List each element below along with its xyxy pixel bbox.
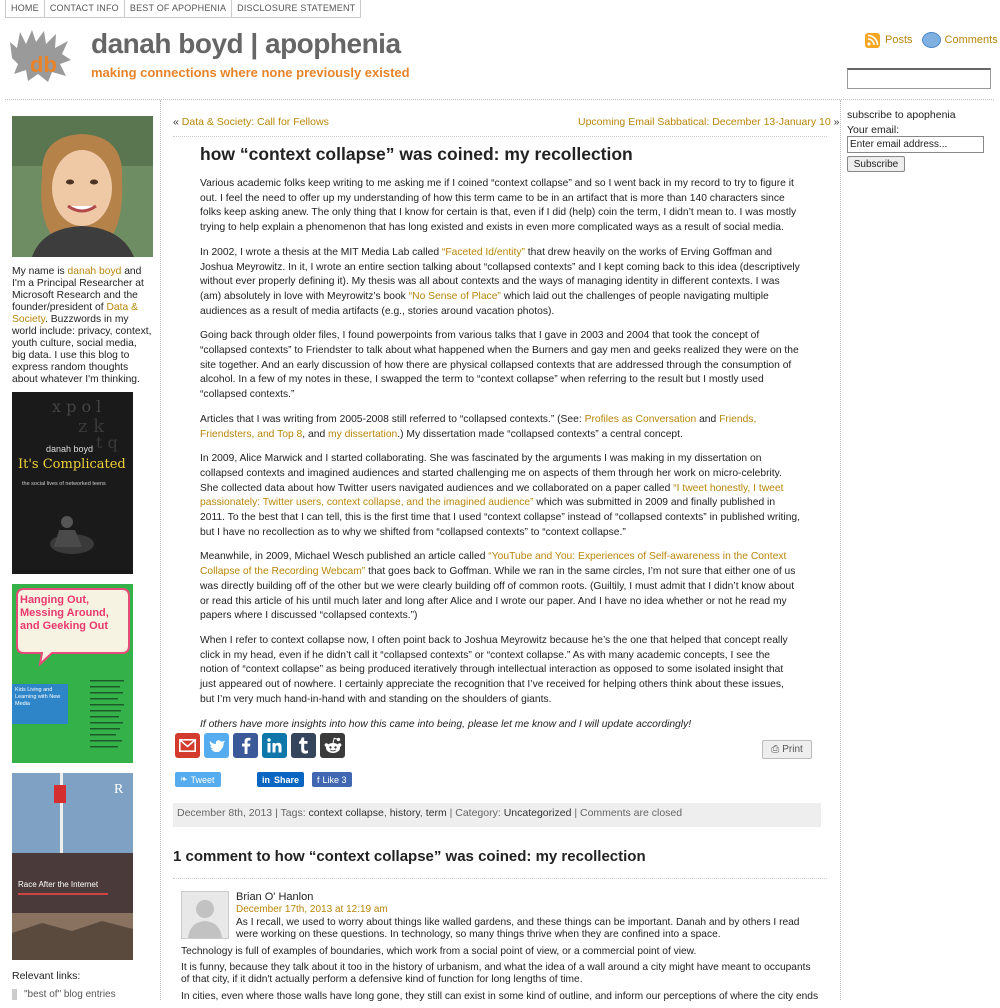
comment-bubble-icon xyxy=(922,32,941,48)
comment-author: Brian O' Hanlon xyxy=(236,891,314,903)
post-paragraph-7: When I refer to context collapse now, I often point back to Joshua Meyrowitz because he’s the one that helped that concept really click in my head, even if he didn’t call it “collapsed contexts” or “context collapse.” As with many academic concepts, I see the notion of “context collapse” as being produced iteratively through intellectual interaction as opposed to some isolated insight that just appeared out of nowhere. I certainly appreciate the recognition that I’ve received for helping others think about these issues, but I’m very much hand-in-hand with and standing on the shoulders of giants. xyxy=(200,634,788,705)
logo-text: db xyxy=(30,52,57,77)
reddit-share-icon[interactable] xyxy=(320,733,345,758)
post-paragraph-3: Going back through older files, I found powerpoints from various talks that I gave in 2003 and 2004 that took the concept of “collapsed contexts” to Friendster to talk about what happened when the Burners and gay men and geeks realized they were on the site together. And an early discussion of how there are physical collapsed contexts that are addressed through the consumption of alcohol. In a few of my notes in these, I swapped the term to “context collapse” when referring to the result but I mostly used “collapsed contexts.” xyxy=(200,330,799,401)
feed-links xyxy=(865,32,1000,48)
book2-subtitle: Kids Living and Learning with New Media xyxy=(15,687,61,707)
posts-feed-label: Posts xyxy=(885,34,913,46)
friends-friendsters-link[interactable]: Friends, Friendsters, and Top 8 xyxy=(200,413,757,440)
no-sense-of-place-link[interactable]: “No Sense of Place” xyxy=(408,290,501,302)
book1-title: It's Complicated xyxy=(18,457,126,472)
book-hanging-out[interactable] xyxy=(12,584,133,763)
nav-contact-info[interactable]: CONTACT INFO xyxy=(45,0,125,17)
nav-best-of-apophenia[interactable]: BEST OF APOPHENIA xyxy=(125,0,232,17)
next-post-title[interactable]: Upcoming Email Sabbatical: December 13-January 10 xyxy=(578,116,831,128)
print-label: Print xyxy=(782,744,803,755)
post-body xyxy=(200,177,800,742)
facebook-like-button[interactable] xyxy=(312,772,352,787)
rss-icon xyxy=(865,33,880,48)
twitter-share-icon[interactable] xyxy=(204,733,229,758)
site-title[interactable]: danah boyd | apophenia xyxy=(91,28,401,59)
comments-closed-note: | Comments are closed xyxy=(571,807,683,819)
email-label: Your email: xyxy=(847,124,900,136)
bio-name-link[interactable]: danah boyd xyxy=(67,266,122,277)
author-photo xyxy=(12,116,153,257)
post-title[interactable]: how “context collapse” was coined: my recollection xyxy=(200,144,633,164)
share-label: Share xyxy=(274,774,300,785)
prev-post-title[interactable]: Data & Society: Call for Fellows xyxy=(181,116,329,128)
category-uncategorized[interactable]: Uncategorized xyxy=(503,807,572,819)
site-logo[interactable] xyxy=(8,28,72,82)
p2-text-b: that drew heavily on the works of Erving Goffman and Joshua Meyrowitz. In it, I wrote an entire section talking about “collapsed contexts” and I kept coming back to this idea (descriptively without ever properly defining it). My thesis was all about contexts and the ways of managing identity in different contexts. I was (am) absolutely in love with Meyrowitz’s book xyxy=(200,246,800,302)
post-nav-divider xyxy=(173,136,827,137)
tweet-label: Tweet xyxy=(190,774,215,785)
comment-paragraph-1: As I recall, we used to worry about things like walled gardens, and these things can be important. Danah and by others I read were working on these questions. In technology, so many things thrive when they are confined into a space. xyxy=(236,917,800,940)
dissertation-link[interactable]: my dissertation xyxy=(328,428,398,440)
post-paragraph-8: If others have more insights into how this came into being, please let me know and I will update accordingly! xyxy=(200,718,692,730)
tag-separator: , xyxy=(419,807,426,819)
subscribe-heading: subscribe to apophenia xyxy=(847,109,956,121)
site-tagline: making connections where none previously existed xyxy=(91,65,410,80)
post-paragraph-2 xyxy=(200,246,800,320)
comment-date-link[interactable]: December 17th, 2013 at 12:19 am xyxy=(236,904,388,915)
p5-text-b: which was submitted in 2009 and finally published in 2011. To the best that I can tell, this is the first time that I used “context collapse” instead of “collapsed contexts” in published writing, but I have no recollection as to why we shifted from “collapsed contexts” to “context collapse.” xyxy=(200,497,801,538)
p6-text-b: that goes back to Goffman. While we ran in the same circles, I’m not sure that either one of us was directly building off of the other but we were clearly building off of common roots. (Guiltily, I must admit that I didn’t know about or read this article of his until much later and long after Alice and I wrote our paper. And I have no idea whether or not he read my papers where I discussed “collapsed contexts.”) xyxy=(200,566,796,622)
tag-context-collapse[interactable]: context collapse xyxy=(308,807,384,819)
right-sidebar xyxy=(840,100,995,1000)
profiles-as-conversation-link[interactable]: Profiles as Conversation xyxy=(584,413,697,425)
p2-text-a: In 2002, I wrote a thesis at the MIT Media Lab called xyxy=(200,246,442,258)
comments-heading: 1 comment to how “context collapse” was coined: my recollection xyxy=(173,848,646,865)
bio-text-end: . Buzzwords in my world include: privacy, context, youth culture, social media, big data. I use this blog to express random thoughts about whatever I'm thinking. xyxy=(12,314,152,385)
bio-text-middle: and I'm a Principal Researcher at Microsoft Research and the founder/president of xyxy=(12,266,144,313)
best-of-link[interactable]: "best of" blog entries xyxy=(12,989,116,1000)
subscribe-button[interactable]: Subscribe xyxy=(847,156,905,172)
comment-paragraph-3: It is funny, because they talk about it too in the history of urbanism, and what the idea of a wall around a city might have meant to occupants of that city, if it didn't actually perform a defensive kind of function for long lengths of time. xyxy=(181,962,811,986)
bio-org-link[interactable]: Data & Society xyxy=(12,302,138,325)
top-nav xyxy=(5,0,361,18)
previous-post-link[interactable] xyxy=(173,116,329,128)
book2-title: Hanging Out, Messing Around, and Geeking Out xyxy=(20,594,109,632)
linkedin-in-icon: in xyxy=(262,774,270,785)
linkedin-share-icon[interactable] xyxy=(262,733,287,758)
tag-separator: , xyxy=(383,807,390,819)
relevant-links-heading: Relevant links: xyxy=(12,970,81,982)
author-bio xyxy=(12,266,152,386)
tag-history[interactable]: history xyxy=(389,807,420,819)
post-paragraph-5 xyxy=(200,452,800,540)
twitter-bird-icon: ❧ xyxy=(180,774,188,784)
tags-label: | Tags: xyxy=(272,807,309,819)
post-paragraph-1: Various academic folks keep writing to me asking me if I coined “context collapse” and so I went back in my record to try to figure it out. I feel the need to offer up my understanding of how this term came to be in an artifact that is more than 140 characters since folks keep asking anew. The only thing that I know for certain is that, even if I did (help) coin the term, I didn’t mean to. I was mostly trying to help explain a phenomenon that has long existed and exists in even more complicated ways as a result of social media. xyxy=(200,178,797,234)
left-sidebar xyxy=(5,100,161,1000)
post-date: December 8th, 2013 xyxy=(177,807,273,819)
svg-text:z k: z k xyxy=(78,416,105,437)
like-label: Like 3 xyxy=(322,774,347,785)
prev-arrow: « xyxy=(173,116,182,128)
p4-text-d: .) My dissertation made “collapsed contexts” a central concept. xyxy=(397,428,683,440)
p4-text-c: , and xyxy=(302,428,329,440)
p6-text-a: Meanwhile, in 2009, Michael Wesch published an article called xyxy=(200,551,489,563)
posts-feed-link[interactable] xyxy=(865,33,913,48)
facebook-share-icon[interactable] xyxy=(233,733,258,758)
comments-feed-link[interactable] xyxy=(922,32,998,48)
post-meta-bar xyxy=(173,803,821,827)
youtube-and-you-link[interactable]: “YouTube and You: Experiences of Self-awareness in the Context Collapse of the Recording Webcam” xyxy=(200,551,787,578)
p4-text-a: Articles that I was writing from 2005-2008 still referred to “collapsed contexts.” (See: xyxy=(200,413,585,425)
tumblr-share-icon[interactable] xyxy=(291,733,316,758)
nav-disclosure-statement[interactable]: DISCLOSURE STATEMENT xyxy=(237,3,356,13)
bio-text-start: My name is xyxy=(12,266,68,277)
printer-icon: ⎙ xyxy=(771,744,780,755)
email-share-icon[interactable] xyxy=(175,733,200,758)
print-button[interactable] xyxy=(762,740,812,759)
facebook-thumb-icon: f xyxy=(317,774,320,785)
book1-author: danah boyd xyxy=(46,444,94,454)
comment-body xyxy=(181,917,821,1008)
p4-text-b: and xyxy=(696,413,720,425)
linkedin-share-button[interactable] xyxy=(257,772,304,787)
svg-text:x p o l: x p o l xyxy=(52,397,102,416)
p5-text-a: In 2009, Alice Marwick and I started collaborating. She was fascinated by the arguments I was making in my dissertation on collapsed contexts and imagined audiences and started challenging me on aspects of them through her work on micro-celebrity. She collected data about how Twitter users navigated audiences and we collaborated on a paper called xyxy=(200,453,782,494)
category-label: | Category: xyxy=(446,807,504,819)
book3-publisher-mark: R xyxy=(114,782,124,797)
p2-text-c: which laid out the challenges of people navigating multiple audiences as a result of media artifacts (e.g., stories around vacation photos). xyxy=(200,290,769,317)
next-post-link[interactable] xyxy=(578,116,839,128)
comments-feed-label: Comments xyxy=(944,34,998,46)
book1-subtitle: the social lives of networked teens xyxy=(22,481,106,487)
tweet-button[interactable] xyxy=(175,772,221,787)
search-input[interactable] xyxy=(847,68,991,89)
post-paragraph-4 xyxy=(200,413,800,442)
i-tweet-honestly-link[interactable]: “I tweet honestly, I tweet passionately: Twitter users, context collapse, and the imagined audience” xyxy=(200,482,784,509)
nav-home[interactable]: HOME xyxy=(6,0,45,17)
social-widgets xyxy=(175,772,360,787)
next-arrow: » xyxy=(830,116,840,128)
book-race-after-the-internet[interactable] xyxy=(12,773,133,960)
book-its-complicated[interactable] xyxy=(12,392,133,574)
post-paragraph-6 xyxy=(200,550,800,624)
share-buttons xyxy=(175,733,349,758)
comments-divider xyxy=(173,878,827,879)
comment-paragraph-2: Technology is full of examples of boundaries, which work from a social point of view, or a commercial point of view. xyxy=(181,945,697,957)
book3-title: Race After the Internet xyxy=(18,880,99,889)
email-field[interactable] xyxy=(847,136,984,153)
svg-text:t q: t q xyxy=(96,433,118,452)
tag-term[interactable]: term xyxy=(425,807,447,819)
faceted-identity-link[interactable]: “Faceted Id/entity” xyxy=(441,246,525,258)
comment-paragraph-4: In cities, even where those walls have long gone, they still can exist in some kind of outline, and inform our perceptions of where the city ends xyxy=(181,990,819,1002)
